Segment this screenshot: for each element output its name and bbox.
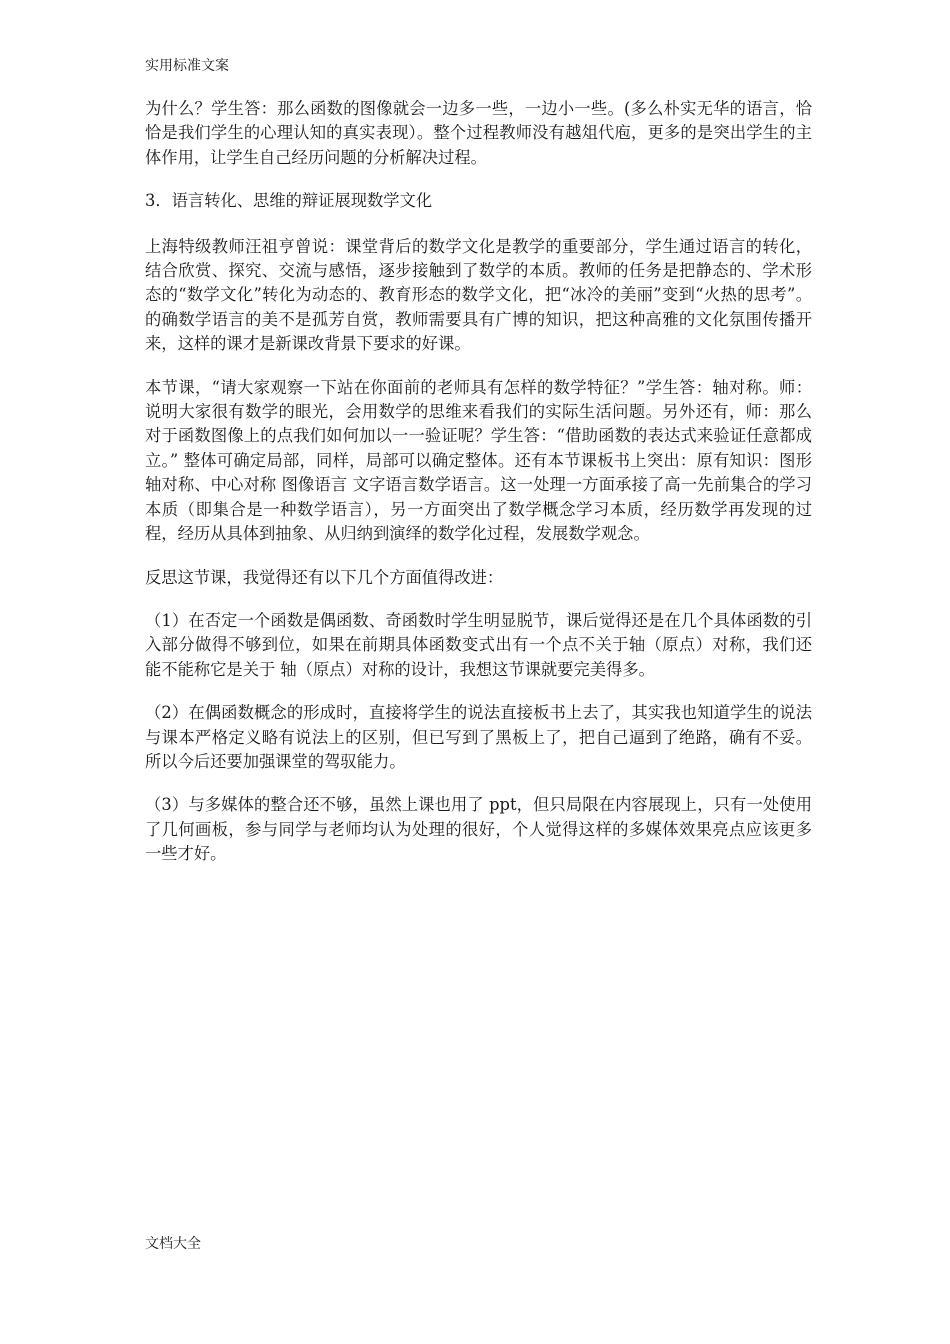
paragraph-improvement-2: （2）在偶函数概念的形成时，直接将学生的说法直接板书上去了，其实我也知道学生的说法与课本严格定义略有说法上的区别，但已写到了黑板上了，把自己逼到了绝路，确有不妥。所以今后还要加强课堂的驾驭能力。 (145, 703, 812, 771)
document-body (145, 97, 812, 886)
page-header: 实用标准文案 (145, 58, 229, 74)
section-heading: 3．语言转化、思维的辩证展现数学文化 (145, 191, 433, 211)
paragraph-improvement-3: （3）与多媒体的整合还不够，虽然上课也用了 ppt，但只局限在内容展现上，只有一处使用了几何画板，参与同学与老师均认为处理的很好，个人觉得这样的多媒体效果亮点应该更多一些才好。 (145, 795, 812, 864)
page-footer: 文档大全 (145, 1236, 201, 1252)
paragraph-continuation: 为什么？学生答：那么函数的图像就会一边多一些，一边小一些。(多么朴实无华的语言，恰恰是我们学生的心理认知的真实表现）。整个过程教师没有越俎代庖，更多的是突出学生的主体作用，让学生自己经历问题的分析解决过程。 (145, 99, 812, 167)
paragraph-improvement-1: （1）在否定一个函数是偶函数、奇函数时学生明显脱节，课后觉得还是在几个具体函数的引入部分做得不够到位，如果在前期具体函数变式出有一个点不关于轴（原点）对称，我们还能不能称它是关于 轴（原点）对称的设计，我想这节课就要完美得多。 (145, 610, 812, 679)
paragraph-lesson: 本节课，“请大家观察一下站在你面前的老师具有怎样的数学特征？”学生答：轴对称。师：说明大家很有数学的眼光，会用数学的思维来看我们的实际生活问题。另外还有，师：那么对于函数图像上的点我们如何加以一一验证呢？学生答：“借助函数的表达式来验证任意都成立。” 整体可确定局部，同样，局部可以确定整体。还有本节课板书上突出：原有知识：图形轴对称、中心对称 图像语言 文字语言数学语言。这一处理一方面承接了高一先前集合的学习本质（即集合是一种数学语言），另一方面突出了数学概念学习本质，经历数学再发现的过程，经历从具体到抽象、从归纳到演绎的数学化过程，发展数学观念。 (145, 377, 812, 544)
paragraph-reflection-intro: 反思这节课，我觉得还有以下几个方面值得改进： (145, 567, 504, 587)
paragraph-quote: 上海特级教师汪祖亨曾说：课堂背后的数学文化是教学的重要部分，学生通过语言的转化，结合欣赏、探究、交流与感悟，逐步接触到了数学的本质。教师的任务是把静态的、学术形态的“数学文化”转化为动态的、教育形态的数学文化，把“冰冷的美丽”变到“火热的思考”。的确数学语言的美不是孤芳自赏，教师需要具有广博的知识，把这种高雅的文化氛围传播开来，这样的课才是新课改背景下要求的好课。 (145, 236, 812, 354)
